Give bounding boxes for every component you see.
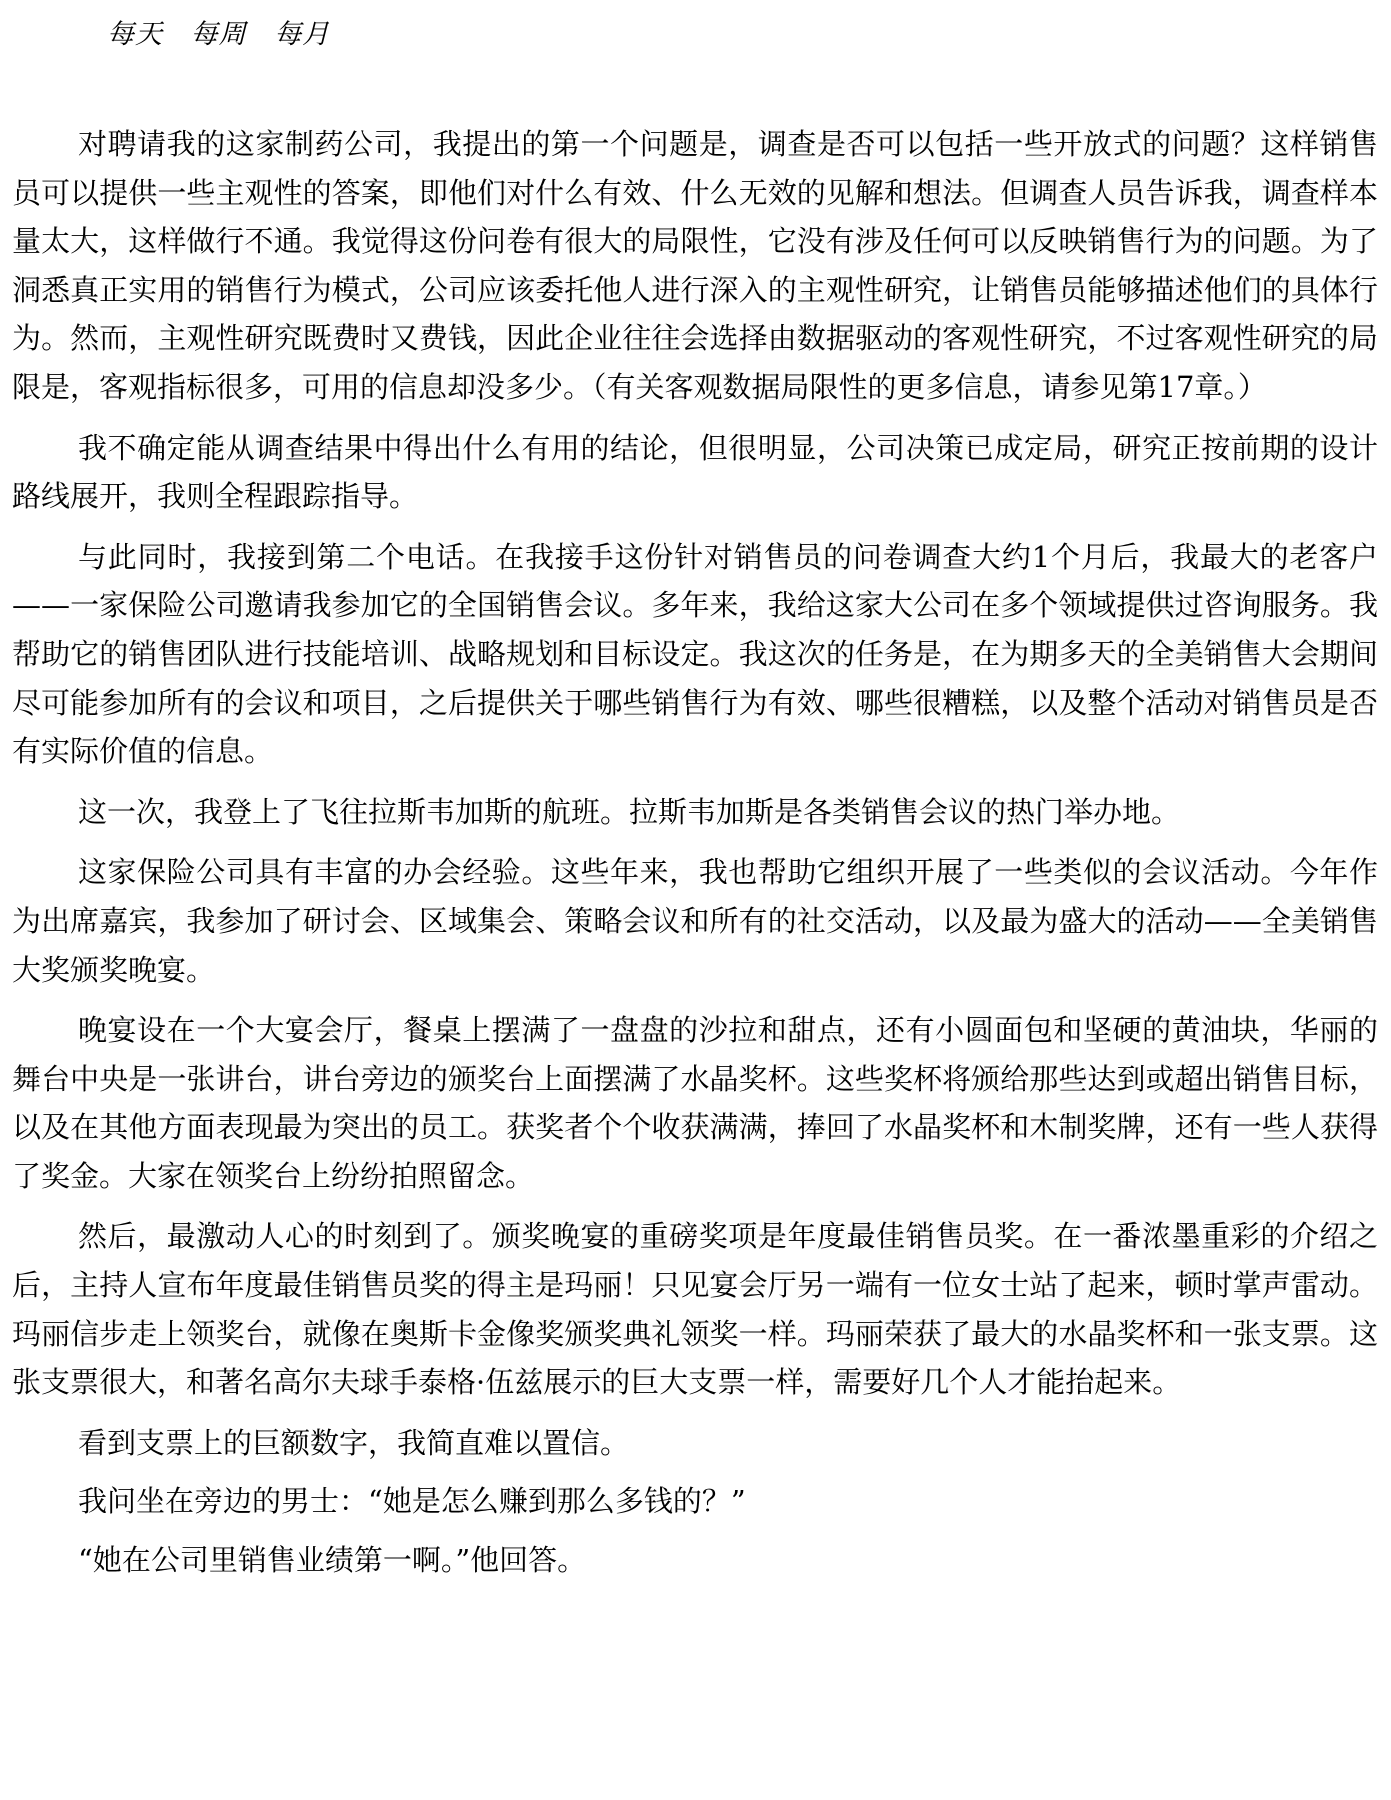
paragraph-top-salesperson-award: 然后，最激动人心的时刻到了。颁奖晚宴的重磅奖项是年度最佳销售员奖。在一番浓墨重彩的介绍之后，主持人宣布年度最佳销售员奖的得主是玛丽！只见宴会厅另一端有一位女士站了起来，顿时掌声雷动。玛丽信步走上领奖台，就像在奥斯卡金像奖颁奖典礼领奖一样。玛丽荣获了最大的水晶奖杯和一张支票。这张支票很大，和著名高尔夫球手泰格·伍兹展示的巨大支票一样，需要好几个人才能抬起来。 bbox=[12, 1219, 1378, 1400]
option-weekly: 每周 bbox=[190, 19, 247, 50]
body-text bbox=[12, 120, 1378, 1595]
frequency-options bbox=[107, 12, 330, 51]
paragraph-second-call: 与此同时，我接到第二个电话。在我接手这份针对销售员的问卷调查大约1个月后，我最大的老客户——一家保险公司邀请我参加它的全国销售会议。多年来，我给这家大公司在多个领域提供过咨询服务。我帮助它的销售团队进行技能培训、战略规划和目标设定。我这次的任务是，在为期多天的全美销售大会期间尽可能参加所有的会议和项目，之后提供关于哪些销售行为有效、哪些很糟糕，以及整个活动对销售员是否有实际价值的信息。 bbox=[12, 539, 1378, 769]
paragraph-uncertain-conclusion: 我不确定能从调查结果中得出什么有用的结论，但很明显，公司决策已成定局，研究正按前期的设计路线展开，我则全程跟踪指导。 bbox=[12, 430, 1378, 514]
paragraph-insurance-company: 这家保险公司具有丰富的办会经验。这些年来，我也帮助它组织开展了一些类似的会议活动。今年作为出席嘉宾，我参加了研讨会、区域集会、策略会议和所有的社交活动，以及最为盛大的活动——全美销售大奖颁奖晚宴。 bbox=[12, 855, 1378, 987]
option-daily: 每天 bbox=[107, 19, 163, 50]
paragraph-neighbor-answer: “她在公司里销售业绩第一啊。”他回答。 bbox=[78, 1543, 587, 1578]
paragraph-survey-questions: 对聘请我的这家制药公司，我提出的第一个问题是，调查是否可以包括一些开放式的问题？这样销售员可以提供一些主观性的答案，即他们对什么有效、什么无效的见解和想法。但调查人员告诉我，调查样本量太大，这样做行不通。我觉得这份问卷有很大的局限性，它没有涉及任何可以反映销售行为的问题。为了洞悉真正实用的销售行为模式，公司应该委托他人进行深入的主观性研究，让销售员能够描述他们的具体行为。然而，主观性研究既费时又费钱，因此企业往往会选择由数据驱动的客观性研究，不过客观性研究的局限是，客观指标很多，可用的信息却没多少。（有关客观数据局限性的更多信息，请参见第17章。） bbox=[12, 127, 1378, 404]
paragraph-question-to-neighbor: 我问坐在旁边的男士：“她是怎么赚到那么多钱的？” bbox=[78, 1484, 746, 1519]
paragraph-banquet-hall: 晚宴设在一个大宴会厅，餐桌上摆满了一盘盘的沙拉和甜点，还有小圆面包和坚硬的黄油块，华丽的舞台中央是一张讲台，讲台旁边的颁奖台上面摆满了水晶奖杯。这些奖杯将颁给那些达到或超出销售目标，以及在其他方面表现最为突出的员工。获奖者个个收获满满，捧回了水晶奖杯和木制奖牌，还有一些人获得了奖金。大家在领奖台上纷纷拍照留念。 bbox=[12, 1013, 1378, 1193]
option-monthly: 每月 bbox=[274, 19, 331, 50]
paragraph-las-vegas-flight: 这一次，我登上了飞往拉斯韦加斯的航班。拉斯韦加斯是各类销售会议的热门举办地。 bbox=[78, 794, 1181, 829]
paragraph-check-amount: 看到支票上的巨额数字，我简直难以置信。 bbox=[78, 1425, 630, 1460]
